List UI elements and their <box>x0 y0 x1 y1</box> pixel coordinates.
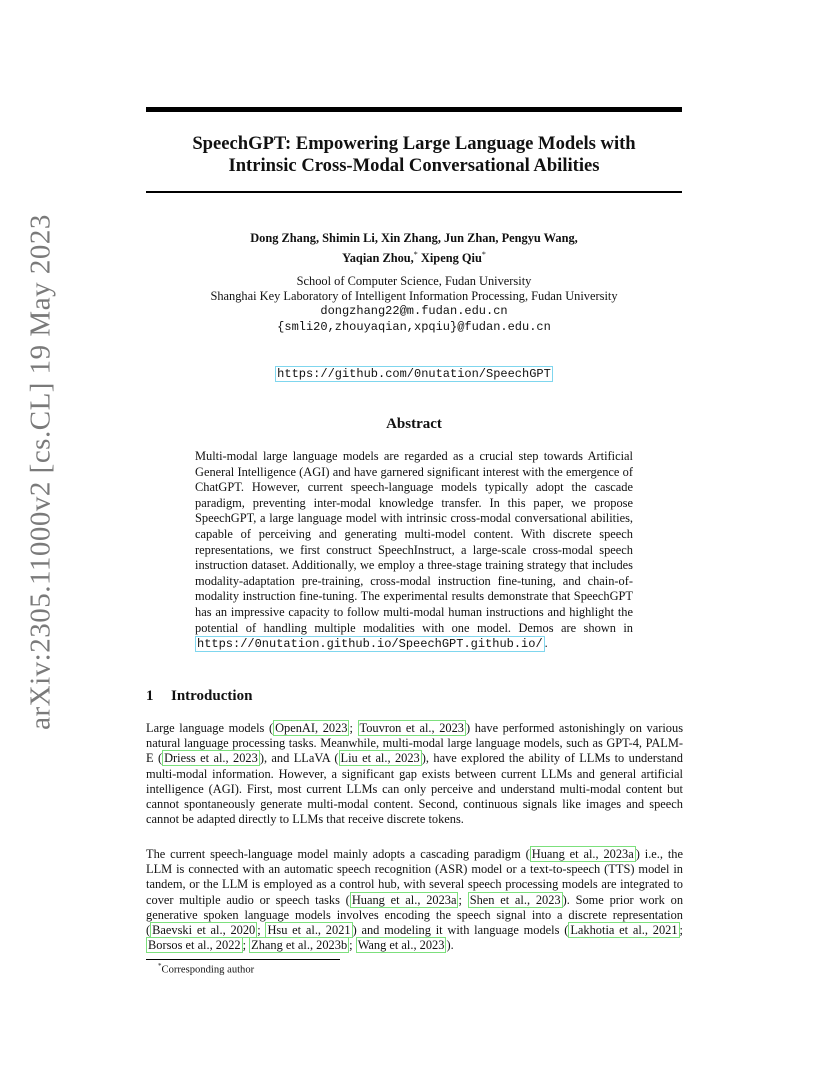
text-run: ). <box>446 938 454 953</box>
text-run: ; <box>257 923 266 938</box>
citation-link[interactable]: Huang et al., 2023a <box>531 847 634 861</box>
abstract-text: Multi-modal large language models are regarded as a crucial step towards Artificial General Intelligence (AGI) and have garnered significant interest with the emergence of ChatGPT. However, current speech-language models typically adopt the cascade paradigm, preventing inter-modal knowledge transfer. In this paper, we propose SpeechGPT, a large language model with intrinsic cross-modal conversational abilities, capable of perceiving and generating multi-model content. With discrete speech representations, we first construct SpeechInstruct, a large-scale cross-modal speech instruction dataset. Additionally, we employ a three-stage training strategy that includes modality-adaptation pre-training, cross-modal instruction fine-tuning, and chain-of-modality instruction fine-tuning. The experimental results demonstrate that SpeechGPT has an impressive capacity to follow multi-modal human instructions and highlight the potential of handling multiple modalities with one model. Demos are shown in <box>195 449 633 635</box>
footnote-rule <box>146 959 340 960</box>
affiliation-block <box>146 274 682 335</box>
abstract-heading: Abstract <box>386 416 442 432</box>
footnote <box>158 962 254 976</box>
github-link[interactable]: https://github.com/0nutation/SpeechGPT <box>277 367 551 381</box>
corresponding-mark: * <box>413 249 418 259</box>
section-heading-introduction <box>146 688 252 705</box>
text-run: ) and modeling it with language models ( <box>352 923 569 938</box>
citation-link[interactable]: Liu et al., 2023 <box>340 751 420 766</box>
affiliation-lab: Shanghai Key Laboratory of Intelligent Information Processing, Fudan University <box>210 289 618 304</box>
text-run: ), have explored the ability of LLMs to understand multi-modal information. However, a significant gap exists between current LLMs and general artificial intelligence (AGI). First, most current LLMs can only perceive and understand multi-modal content but cannot spontaneously generate multi-modal content. Second, continuous signals like images and speech cannot be adapted directly to LLMs that receive discrete tokens. <box>146 751 683 827</box>
author-list <box>146 231 682 266</box>
affiliation-school: School of Computer Science, Fudan University <box>296 274 532 288</box>
citation-link[interactable]: Zhang et al., 2023b <box>251 938 348 953</box>
authors-line-1: Dong Zhang, Shimin Li, Xin Zhang, Jun Zhan, Pengyu Wang, <box>250 231 578 245</box>
citation-link[interactable]: Baevski et al., 2020 <box>152 923 256 938</box>
citation-link[interactable]: Shen et al., 2023 <box>469 892 561 907</box>
citation-link[interactable]: Borsos et al., 2022 <box>148 938 241 953</box>
title-top-rule <box>146 107 682 112</box>
author-xipeng-qiu: Xipeng Qiu <box>420 250 482 265</box>
footnote-mark: * <box>158 962 162 970</box>
text-run: ) have performed astonishingly on various natural language processing tasks. Meanwhile, multi-modal large language models, such as GPT-4, PALM-E ( <box>146 721 684 766</box>
section-title: Introduction <box>171 688 253 704</box>
text-run: Large language models ( <box>146 721 274 735</box>
author-yaqian-zhou: Yaqian Zhou, <box>342 250 414 265</box>
text-run: The current speech-language model mainly adopts a cascading paradigm ( <box>146 847 530 861</box>
abstract-end: . <box>544 636 548 651</box>
text-run: ) i.e., the LLM is connected with an automatic speech recognition (ASR) model or a text-to-speech (TTS) model in tandem, or the LLM is employed as a control hub, with several speech processing models are integrated to cover multiple audio or speech tasks ( <box>146 847 684 907</box>
arxiv-identifier: arXiv:2305.11000v2 [cs.CL] 19 May 2023 <box>24 214 57 730</box>
paper-title <box>146 133 682 177</box>
title-bottom-rule <box>146 191 682 193</box>
section-number: 1 <box>146 688 154 704</box>
citation-link[interactable]: Lakhotia et al., 2021 <box>570 923 678 938</box>
citation-link[interactable]: Hsu et al., 2021 <box>267 923 351 938</box>
text-run: ; <box>349 938 356 953</box>
intro-paragraph-2 <box>146 847 683 953</box>
citation-link[interactable]: OpenAI, 2023 <box>275 721 348 735</box>
citation-link[interactable]: Driess et al., 2023 <box>164 751 258 766</box>
email-2: {smli20,zhouyaqian,xpqiu}@fudan.edu.cn <box>277 319 551 334</box>
github-link-line <box>146 364 682 382</box>
title-line-2: Intrinsic Cross-Modal Conversational Abilities <box>228 155 600 176</box>
authors-line-2 <box>146 247 682 267</box>
abstract-body <box>195 449 633 653</box>
intro-paragraph-1 <box>146 721 683 827</box>
email-1: dongzhang22@m.fudan.edu.cn <box>320 304 508 319</box>
corresponding-mark: * <box>481 249 486 259</box>
citation-link[interactable]: Wang et al., 2023 <box>357 938 445 953</box>
text-run: ; <box>349 721 358 735</box>
text-run: ), and LLaVA ( <box>259 751 339 766</box>
title-line-1: SpeechGPT: Empowering Large Language Models with <box>192 133 636 154</box>
text-run: ; <box>242 938 250 953</box>
text-run: ). Some prior work on generative spoken language models involves encoding the speech signal into a discrete representation ( <box>146 892 684 938</box>
citation-link[interactable]: Huang et al., 2023a <box>351 892 457 907</box>
demo-link[interactable]: https://0nutation.github.io/SpeechGPT.github.io/ <box>197 637 543 652</box>
citation-link[interactable]: Touvron et al., 2023 <box>359 721 464 735</box>
footnote-text: Corresponding author <box>161 964 255 976</box>
text-run: ; <box>458 892 468 907</box>
text-run: ; <box>679 923 683 938</box>
